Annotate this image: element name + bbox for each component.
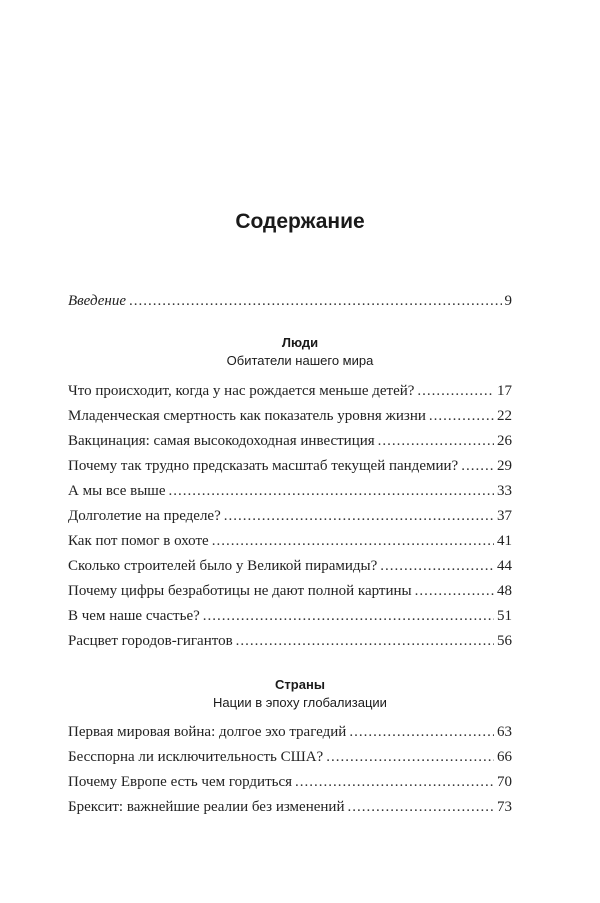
- toc-entry-page: 41: [497, 533, 512, 549]
- dot-leader: [326, 749, 494, 766]
- toc-entry: [68, 558, 512, 580]
- page-title: Содержание: [235, 210, 365, 233]
- toc-entry: [68, 533, 512, 555]
- toc-entry-intro: [68, 293, 512, 315]
- section-heading-people: [0, 334, 600, 370]
- dot-leader: [378, 433, 494, 450]
- toc-entry-page: 63: [497, 724, 512, 740]
- toc-entry-title: Сколько строителей было у Великой пирамиды?: [68, 558, 378, 574]
- toc-entry-title: Брексит: важнейшие реалии без изменений: [68, 799, 345, 815]
- toc-entry-page: 17: [497, 383, 512, 399]
- toc-entry-title: Почему так трудно предсказать масштаб текущей пандемии?: [68, 458, 459, 474]
- toc-entry-page: 73: [497, 799, 512, 815]
- toc-entry-title: В чем наше счастье?: [68, 608, 200, 624]
- toc-entry-page: 70: [497, 774, 512, 790]
- toc-entry: [68, 749, 512, 771]
- toc-entry-title: Как пот помог в охоте: [68, 533, 209, 549]
- toc-entry: [68, 408, 512, 430]
- dot-leader: [295, 774, 494, 791]
- toc-entry: [68, 458, 512, 480]
- dot-leader: [236, 633, 494, 650]
- section-heading-countries: [0, 676, 600, 712]
- toc-entry: [68, 508, 512, 530]
- toc-entry-title: Что происходит, когда у нас рождается меньше детей?: [68, 383, 415, 399]
- dot-leader: [429, 408, 494, 425]
- toc-entry-page: 51: [497, 608, 512, 624]
- toc-entry-title: Первая мировая война: долгое эхо трагедий: [68, 724, 347, 740]
- toc-entry-page: 26: [497, 433, 512, 449]
- toc-entry-page: 22: [497, 408, 512, 424]
- toc-entry-title: Младенческая смертность как показатель уровня жизни: [68, 408, 426, 424]
- toc-entry: [68, 608, 512, 630]
- dot-leader: [129, 293, 502, 310]
- toc-entry-title: Расцвет городов-гигантов: [68, 633, 233, 649]
- section-subtitle: Нации в эпоху глобализации: [213, 695, 387, 710]
- toc-entry: [68, 799, 512, 821]
- dot-leader: [169, 483, 494, 500]
- dot-leader: [203, 608, 494, 625]
- dot-leader: [347, 799, 494, 816]
- dot-leader: [415, 583, 494, 600]
- toc-entry-page: 37: [497, 508, 512, 524]
- section-title: Люди: [281, 335, 319, 350]
- toc-entry-title: Долголетие на пределе?: [68, 508, 221, 524]
- dot-leader: [212, 533, 494, 550]
- dot-leader: [349, 724, 494, 741]
- section-title: Страны: [275, 677, 325, 692]
- toc-entry: [68, 724, 512, 746]
- toc-entry-title: А мы все выше: [68, 483, 166, 499]
- toc-entry-page: 66: [497, 749, 512, 765]
- toc-entry: [68, 583, 512, 605]
- toc-entry-title: Почему цифры безработицы не дают полной картины: [68, 583, 412, 599]
- toc-entry-page: 48: [497, 583, 512, 599]
- toc-entry-title: Вакцинация: самая высокодоходная инвестиция: [68, 433, 375, 449]
- toc-entry: [68, 633, 512, 655]
- toc-entry-page: 33: [497, 483, 512, 499]
- toc-entry: [68, 383, 512, 405]
- dot-leader: [380, 558, 494, 575]
- dot-leader: [461, 458, 494, 475]
- section-subtitle: Обитатели нашего мира: [226, 353, 374, 368]
- toc-entry-page: 56: [497, 633, 512, 649]
- toc-entry-page: 44: [497, 558, 512, 574]
- dot-leader: [417, 383, 494, 400]
- toc-entry-title: Введение: [68, 293, 126, 309]
- toc-entry: [68, 483, 512, 505]
- toc-entry-page: 9: [504, 293, 512, 309]
- toc-entry-title: Бесспорна ли исключительность США?: [68, 749, 324, 765]
- toc-entry-title: Почему Европе есть чем гордиться: [68, 774, 293, 790]
- toc-entry: [68, 433, 512, 455]
- toc-entry: [68, 774, 512, 796]
- toc-entry-page: 29: [497, 458, 512, 474]
- dot-leader: [224, 508, 494, 525]
